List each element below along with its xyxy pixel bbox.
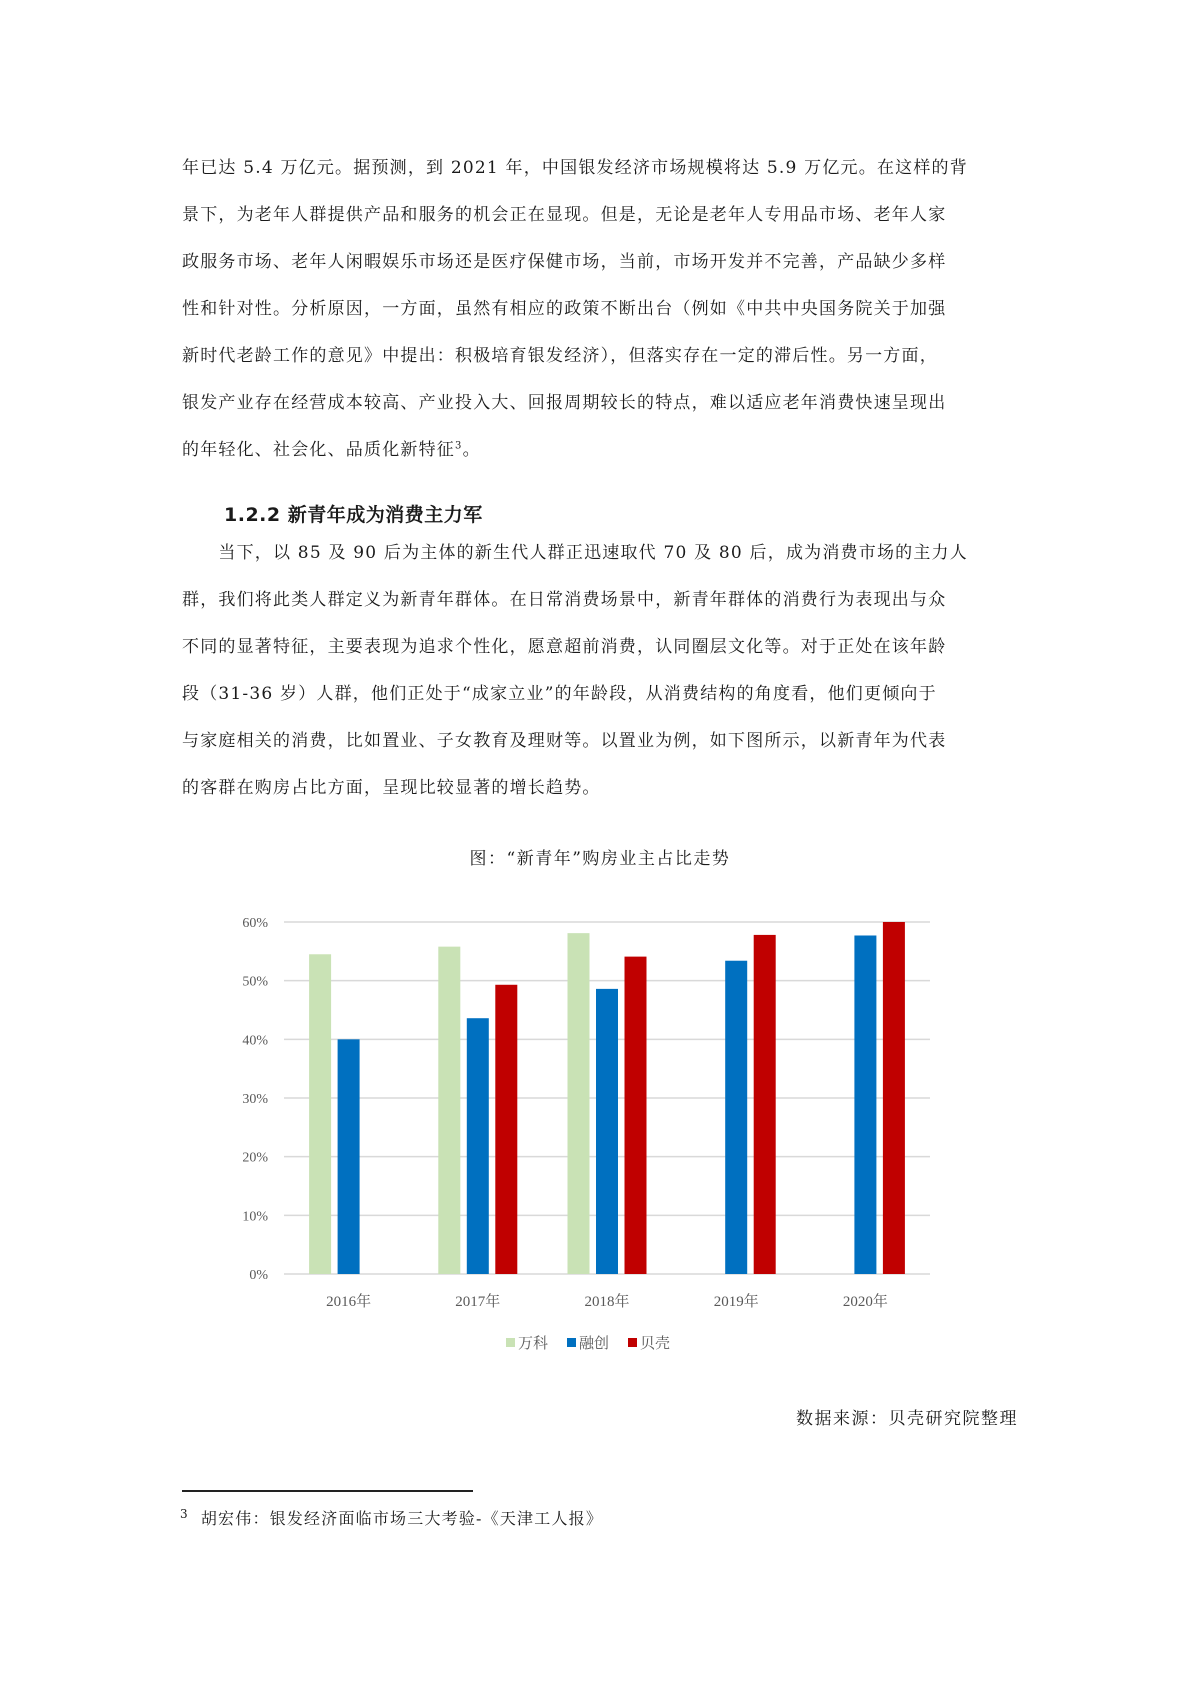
x-tick-label: 2017年 xyxy=(455,1294,501,1310)
y-tick-label: 40% xyxy=(242,1033,268,1049)
text-line: 新时代老龄工作的意见》中提出：积极培育银发经济），但落实存在一定的滞后性。另一方面， xyxy=(182,346,938,366)
footnote-number: 3 xyxy=(180,1507,189,1521)
legend-label: 融创 xyxy=(579,1334,610,1352)
legend-swatch xyxy=(628,1338,637,1347)
legend-label: 万科 xyxy=(518,1334,549,1352)
legend-swatch xyxy=(506,1338,515,1347)
text-line: 不同的显著特征，主要表现为追求个性化，愿意超前消费，认同圈层文化等。对于正处在该年龄 xyxy=(182,637,947,657)
text-line: 政服务市场、老年人闲暇娱乐市场还是医疗保健市场，当前，市场开发并不完善，产品缺少多样 xyxy=(182,252,947,272)
text-line: 银发产业存在经营成本较高、产业投入大、回报周期较长的特点，难以适应老年消费快速呈现出 xyxy=(182,393,947,413)
bar-融创 xyxy=(854,935,876,1274)
text-line: 景下，为老年人群提供产品和服务的机会正在显现。但是，无论是老年人专用品市场、老年人家 xyxy=(182,205,947,225)
text-line: 年已达 5.4 万亿元。据预测，到 2021 年，中国银发经济市场规模将达 5.9 万亿元。在这样的背 xyxy=(182,158,968,178)
chart-legend xyxy=(506,1334,670,1352)
bar-贝壳 xyxy=(754,935,776,1274)
y-tick-label: 20% xyxy=(242,1150,268,1166)
bar-万科 xyxy=(309,954,331,1274)
y-tick-label: 10% xyxy=(242,1209,268,1225)
text-line: 当下，以 85 及 90 后为主体的新生代人群正迅速取代 70 及 80 后，成为消费市场的主力人 xyxy=(182,543,968,563)
data-source-note: 数据来源：贝壳研究院整理 xyxy=(796,1409,1018,1429)
x-tick-label: 2018年 xyxy=(584,1294,630,1310)
legend-swatch xyxy=(567,1338,576,1347)
x-tick-label: 2019年 xyxy=(713,1294,759,1310)
bar-万科 xyxy=(568,933,590,1274)
text-line: 性和针对性。分析原因，一方面，虽然有相应的政策不断出台（例如《中共中央国务院关于加强 xyxy=(182,299,947,319)
x-tick-label: 2016年 xyxy=(326,1294,372,1310)
bar-融创 xyxy=(725,961,747,1274)
y-tick-label: 60% xyxy=(242,916,268,931)
bar-贝壳 xyxy=(883,922,905,1274)
x-axis-labels xyxy=(326,1292,888,1310)
bar-贝壳 xyxy=(625,957,647,1274)
legend-label: 贝壳 xyxy=(640,1334,671,1352)
text-line: 群，我们将此类人群定义为新青年群体。在日常消费场景中，新青年群体的消费行为表现出与众 xyxy=(182,590,947,610)
text-line-content: 的年轻化、社会化、品质化新特征 xyxy=(182,440,455,460)
text-line: 与家庭相关的消费，比如置业、子女教育及理财等。以置业为例，如下图所示，以新青年为代表 xyxy=(182,731,947,751)
text-line: 的客群在购房占比方面，呈现比较显著的增长趋势。 xyxy=(182,778,601,798)
footnote-text: 胡宏伟：银发经济面临市场三大考验-《天津工人报》 xyxy=(200,1509,604,1528)
bar-融创 xyxy=(596,989,618,1274)
text-line: 段（31-36 岁）人群，他们正处于“成家立业”的年龄段，从消费结构的角度看，他们更倾向于 xyxy=(182,684,937,704)
footnote-separator xyxy=(182,1490,473,1492)
y-tick-label: 30% xyxy=(242,1092,268,1107)
footnote-reference[interactable]: 3 xyxy=(455,440,463,452)
figure-caption: 图：“新青年”购房业主占比走势 xyxy=(469,849,731,869)
bar-融创 xyxy=(338,1039,360,1274)
section-heading: 1.2.2 新青年成为消费主力军 xyxy=(224,504,483,526)
y-axis-labels xyxy=(242,916,268,1283)
bar-贝壳 xyxy=(495,985,517,1274)
x-tick-label: 2020年 xyxy=(842,1294,888,1310)
end-punctuation: 。 xyxy=(462,440,481,460)
bar-融创 xyxy=(467,1018,489,1274)
y-tick-label: 50% xyxy=(242,974,268,990)
bar-万科 xyxy=(438,947,460,1274)
y-tick-label: 0% xyxy=(249,1268,268,1283)
footnote xyxy=(180,1506,603,1529)
